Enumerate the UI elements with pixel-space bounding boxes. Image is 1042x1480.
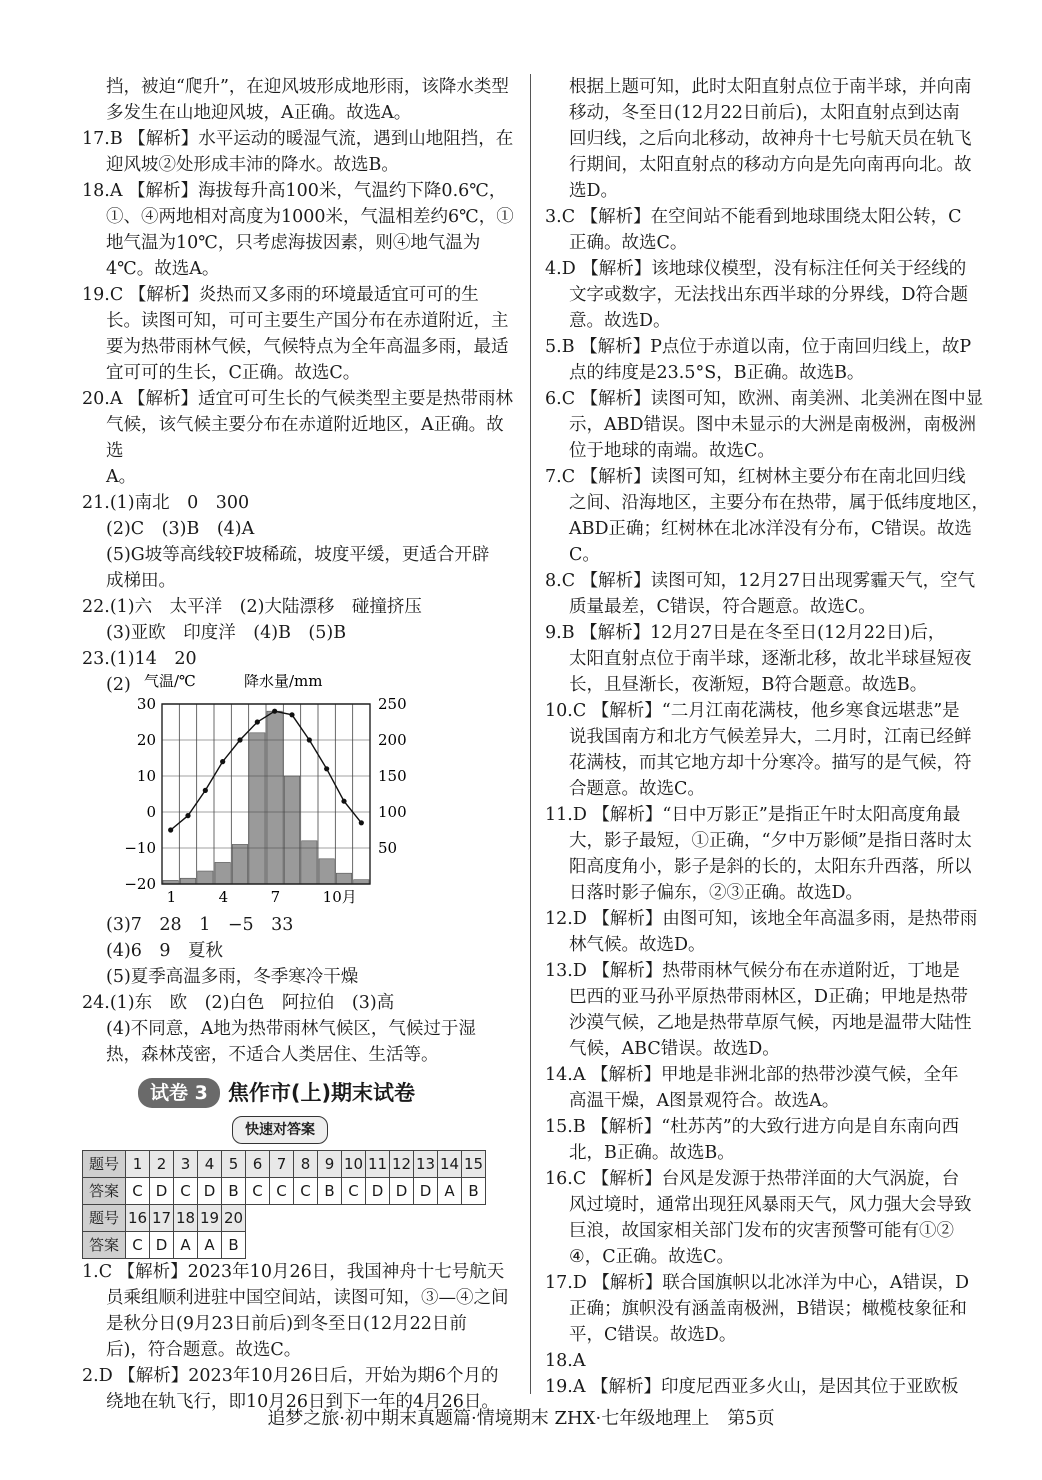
table-cell: 10: [342, 1151, 366, 1178]
answer-23: [82, 646, 514, 990]
line: 气候，该气候主要分布在赤道附近地区，A正确。故选: [106, 415, 504, 461]
temp-point: [289, 712, 294, 717]
table-cell: 19: [198, 1205, 222, 1232]
precip-bar: [284, 776, 299, 884]
line: 17.B 【解析】水平运动的暖湿气流，遇到山地阻挡，在: [82, 129, 514, 149]
answer-13: [545, 958, 995, 1062]
left-tick: −20: [124, 875, 156, 893]
table-cell: 4: [198, 1151, 222, 1178]
table-row: [83, 1205, 486, 1232]
line: 日落时影子偏东，②③正确。故选D。: [569, 883, 864, 903]
precip-bar: [336, 873, 351, 884]
answer-19: [82, 282, 514, 386]
table-cell: 18: [174, 1205, 198, 1232]
line: (5)G坡等高线较F坡稀疏，坡度平缓，更适合开辟: [106, 545, 490, 565]
table-cell: A: [174, 1232, 198, 1259]
line: 成梯田。: [106, 571, 176, 591]
answer-15: [545, 1114, 995, 1166]
answer-17: [82, 126, 514, 178]
line: (4)不同意，A地为热带雨林气候区，气候过于湿: [106, 1019, 476, 1039]
line: 巴西的亚马孙平原热带雨林区，D正确；甲地是热带: [569, 987, 969, 1007]
row-label: 答案: [83, 1178, 126, 1205]
line: 合题意。故选C。: [569, 779, 705, 799]
line: 北，B正确。故选B。: [569, 1143, 735, 1163]
line: 20.A 【解析】适宜可可生长的气候类型主要是热带雨林: [82, 389, 514, 409]
line: 热，森林茂密，不适合人类居住、生活等。: [106, 1045, 439, 1065]
temp-point: [237, 737, 242, 742]
left-tick: 0: [146, 803, 156, 821]
line: 4℃。故选A。: [106, 259, 220, 279]
table-cell: 7: [270, 1151, 294, 1178]
line: 员乘组顺利进驻中国空间站，读图可知，③—④之间: [106, 1288, 509, 1308]
line: 风过境时，通常出现狂风暴雨天气，风力强大会导致: [569, 1195, 972, 1215]
answer-24: [82, 990, 514, 1068]
line: 4.D 【解析】该地球仪模型，没有标注任何关于经线的: [545, 259, 967, 279]
section-title-text: 焦作市(上)期末试卷: [227, 1081, 416, 1105]
answer-1: [82, 1259, 514, 1363]
line: 3.C 【解析】在空间站不能看到地球围绕太阳公转，C: [545, 207, 962, 227]
climate-chart-wrap: [82, 672, 514, 912]
answer-18: [545, 1348, 995, 1374]
answer-19: [545, 1374, 995, 1400]
line: 9.B 【解析】12月27日是在冬至日(12月22日)后，: [545, 623, 946, 643]
answer-22: [82, 594, 514, 646]
line: (4)6 9 夏秋: [106, 941, 224, 961]
line: 移动，冬至日(12月22日前后)，太阳直射点到达南: [569, 103, 960, 123]
line: 根据上题可知，此时太阳直射点位于南半球，并向南: [569, 77, 972, 97]
answer-4: [545, 256, 995, 334]
right-column: [545, 74, 995, 1400]
row-label: 答案: [83, 1232, 126, 1259]
line: 林气候。故选D。: [569, 935, 706, 955]
line: 气候，ABC错误。故选D。: [569, 1039, 780, 1059]
right-tick: 250: [378, 695, 407, 713]
answer-12: [545, 906, 995, 958]
precip-bar: [250, 733, 265, 884]
line: (2)C (3)B (4)A: [106, 519, 255, 539]
line: 正确；旗帜没有涵盖南极洲，B错误；橄榄枝象征和: [569, 1299, 967, 1319]
line: 18.A 【解析】海拔每升高100米，气温约下降0.6℃，: [82, 181, 507, 201]
line: 7.C 【解析】读图可知，红树林主要分布在南北回归线: [545, 467, 966, 487]
temp-point: [185, 813, 190, 818]
temp-point: [324, 766, 329, 771]
line: 太阳直射点位于南半球，逐渐北移，故北半球昼短夜: [569, 649, 972, 669]
quick-answer-label: 快速对答案: [232, 1116, 328, 1144]
line: 10.C 【解析】“二月江南花满枝，他乡寒食远堪悲”是: [545, 701, 960, 721]
line: 8.C 【解析】读图可知，12月27日出现雾霾天气，空气: [545, 571, 976, 591]
line: 23.(1)14 20: [82, 649, 197, 669]
page-footer: 追梦之旅·初中期末真题篇·情境期末 ZHX·七年级地理上 第5页: [267, 1408, 775, 1429]
answer-17: [545, 1270, 995, 1348]
line: 21.(1)南北 0 300: [82, 493, 250, 513]
table-cell: 17: [150, 1205, 174, 1232]
precip-bar: [215, 862, 230, 884]
left-tick: 20: [136, 731, 156, 749]
table-cell: C: [294, 1178, 318, 1205]
left-tick: 30: [136, 695, 156, 713]
table-cell: 11: [366, 1151, 390, 1178]
climate-chart: [122, 674, 422, 910]
answer-21: [82, 490, 514, 594]
table-cell: 8: [294, 1151, 318, 1178]
answer-9: [545, 620, 995, 698]
row-label: 题号: [83, 1205, 126, 1232]
table-cell: C: [126, 1232, 150, 1259]
precip-bar: [319, 859, 334, 884]
plot-area: [124, 695, 406, 906]
table-cell: 2: [150, 1151, 174, 1178]
y-right-label: 降水量/mm: [244, 674, 323, 690]
answer-16: [545, 1166, 995, 1270]
answer-6: [545, 386, 995, 464]
table-cell: D: [198, 1178, 222, 1205]
right-tick: 200: [378, 731, 407, 749]
table-cell: 6: [246, 1151, 270, 1178]
table-cell: C: [270, 1178, 294, 1205]
line: 19.A 【解析】印度尼西亚多火山，是因其位于亚欧板: [545, 1377, 959, 1397]
precip-bar: [232, 844, 247, 884]
line: 文字或数字，无法找出东西半球的分界线，D符合题: [569, 285, 969, 305]
line: 18.A: [545, 1351, 586, 1371]
right-tick: 50: [378, 839, 398, 857]
line: 12.D 【解析】由图可知，该地全年高温多雨，是热带雨: [545, 909, 978, 929]
line: 17.D 【解析】联合国旗帜以北冰洋为中心，A错误，D: [545, 1273, 970, 1293]
line: 行期间，太阳直射点的移动方向是先向南再向北。故: [569, 155, 972, 175]
table-row: [83, 1178, 486, 1205]
table-cell: D: [150, 1178, 174, 1205]
line: 19.C 【解析】炎热而又多雨的环境最适宜可可的生: [82, 285, 479, 305]
temp-point: [307, 737, 312, 742]
line: 高温干燥，A图景观符合。故选A。: [569, 1091, 840, 1111]
line: 后)，符合题意。故选C。: [106, 1340, 302, 1360]
line: A。: [106, 467, 137, 487]
line: 是秋分日(9月23日前后)到冬至日(12月22日前: [106, 1314, 467, 1334]
table-cell: 13: [414, 1151, 438, 1178]
line: 迎风坡②处形成丰沛的降水。故选B。: [106, 155, 399, 175]
table-row: [83, 1232, 486, 1259]
line: 挡，被迫“爬升”，在迎风坡形成地形雨，该降水类型: [106, 77, 509, 97]
table-cell: D: [150, 1232, 174, 1259]
table-cell: 14: [438, 1151, 462, 1178]
line: 长。读图可知，可可主要生产国分布在赤道附近，主: [106, 311, 509, 331]
x-tick: 4: [218, 888, 229, 906]
table-cell: D: [390, 1178, 414, 1205]
line: 大，影子最短，①正确，“夕中万影倾”是指日落时太: [569, 831, 972, 851]
line: 平，C错误。故选D。: [569, 1325, 737, 1345]
left-tick: −10: [124, 839, 156, 857]
table-cell: C: [126, 1178, 150, 1205]
precip-bar: [302, 841, 317, 884]
answer-8: [545, 568, 995, 620]
line: 花满枝，而其它地方却十分寒冷。描写的是气候，符: [569, 753, 972, 773]
line: 地气温为10℃，只考虑海拔因素，则④地气温为: [106, 233, 481, 253]
line: 1.C 【解析】2023年10月26日，我国神舟十七号航天: [82, 1262, 505, 1282]
table-cell: 20: [222, 1205, 246, 1232]
table-cell: A: [438, 1178, 462, 1205]
table-cell: D: [414, 1178, 438, 1205]
line: 示，ABD错误。图中未显示的大洲是南极洲，南极洲: [569, 415, 977, 435]
left-tick: 10: [136, 767, 156, 785]
line: 回归线，之后向北移动，故神舟十七号航天员在轨飞: [569, 129, 972, 149]
answer-20: [82, 386, 514, 490]
table-cell: 9: [318, 1151, 342, 1178]
table-row: [83, 1151, 486, 1178]
temp-point: [168, 827, 173, 832]
temp-point: [255, 719, 260, 724]
para0: [82, 74, 514, 126]
table-cell: 3: [174, 1151, 198, 1178]
temp-point: [203, 788, 208, 793]
answer-5: [545, 334, 995, 386]
line: (5)夏季高温多雨，冬季寒冷干燥: [106, 967, 359, 987]
y-left-label: 气温/℃: [144, 674, 196, 690]
line: 11.D 【解析】“日中万影正”是指正午时太阳高度角最: [545, 805, 961, 825]
temp-point: [359, 820, 364, 825]
table-cell: 1: [126, 1151, 150, 1178]
line: 13.D 【解析】热带雨林气候分布在赤道附近，丁地是: [545, 961, 960, 981]
line: 多发生在山地迎风坡，A正确。故选A。: [106, 103, 412, 123]
section-title: [138, 1078, 514, 1108]
answer-11: [545, 802, 995, 906]
row-label: 题号: [83, 1151, 126, 1178]
line: 巨浪，故国家相关部门发布的灾害预警可能有①②: [569, 1221, 954, 1241]
line: 14.A 【解析】甲地是非洲北部的热带沙漠气候，全年: [545, 1065, 959, 1085]
table-cell: A: [198, 1232, 222, 1259]
precip-bar: [267, 711, 282, 884]
line: (3)7 28 1 −5 33: [106, 915, 294, 935]
line: 意。故选D。: [569, 311, 671, 331]
line: 2.D 【解析】2023年10月26日后，开始为期6个月的: [82, 1366, 499, 1386]
line: 6.C 【解析】读图可知，欧洲、南美洲、北美洲在图中显: [545, 389, 984, 409]
line: 长，且昼渐长，夜渐短，B符合题意。故选B。: [569, 675, 928, 695]
line: 5.B 【解析】P点位于赤道以南，位于南回归线上，故P: [545, 337, 972, 357]
line: 之间、沿海地区，主要分布在热带，属于低纬度地区，: [569, 493, 989, 513]
answer-18: [82, 178, 514, 282]
table-cell: B: [222, 1232, 246, 1259]
line: 质量最差，C错误，符合题意。故选C。: [569, 597, 876, 617]
column-divider: [530, 74, 531, 1394]
line: ①、④两地相对高度为1000米，气温相差约6℃，①: [106, 207, 514, 227]
line: 位于地球的南端。故选C。: [569, 441, 775, 461]
answer-table: [82, 1150, 486, 1259]
precip-bar: [198, 871, 213, 884]
table-cell: C: [342, 1178, 366, 1205]
right-tick: 100: [378, 803, 407, 821]
line: 正确。故选C。: [569, 233, 688, 253]
answer-7: [545, 464, 995, 568]
temp-point: [272, 709, 277, 714]
line: 点的纬度是23.5°S，B正确。故选B。: [569, 363, 865, 383]
table-cell: 12: [390, 1151, 414, 1178]
table-cell: 5: [222, 1151, 246, 1178]
line: ④，C正确。故选C。: [569, 1247, 734, 1267]
line: 15.B 【解析】“杜苏芮”的大致行进方向是自东南向西: [545, 1117, 960, 1137]
table-cell: C: [174, 1178, 198, 1205]
line: 24.(1)东 欧 (2)白色 阿拉伯 (3)高: [82, 993, 395, 1013]
table-cell: C: [246, 1178, 270, 1205]
answer-14: [545, 1062, 995, 1114]
line: ABD正确；红树林在北冰洋没有分布，C错误。故选C。: [569, 519, 972, 565]
right-tick: 150: [378, 767, 407, 785]
answer-10: [545, 698, 995, 802]
line: 阳高度角小，影子是斜的长的，太阳东升西落，所以: [569, 857, 972, 877]
x-tick: 1: [166, 888, 177, 906]
answer-3: [545, 204, 995, 256]
x-tick: 7: [270, 888, 281, 906]
line: 选D。: [569, 181, 619, 201]
line: (2): [106, 675, 131, 695]
line: 要为热带雨林气候，气候特点为全年高温多雨，最适: [106, 337, 509, 357]
table-cell: D: [366, 1178, 390, 1205]
line: 宜可可的生长，C正确。故选C。: [106, 363, 361, 383]
x-tick: 10月: [322, 888, 357, 906]
table-cell: B: [462, 1178, 486, 1205]
precip-bar: [180, 878, 195, 884]
line: 沙漠气候，乙地是热带草原气候，丙地是温带大陆性: [569, 1013, 972, 1033]
table-cell: B: [318, 1178, 342, 1205]
line: 绕地在轨飞行，即10月26日到下一年的4月26日。: [106, 1392, 499, 1412]
temp-point: [220, 759, 225, 764]
table-cell: 15: [462, 1151, 486, 1178]
continuation: [545, 74, 995, 204]
line: 16.C 【解析】台风是发源于热带洋面的大气涡旋，台: [545, 1169, 960, 1189]
line: (3)亚欧 印度洋 (4)B (5)B: [106, 623, 347, 643]
temp-point: [341, 799, 346, 804]
table-cell: B: [222, 1178, 246, 1205]
line: 说我国南方和北方气候差异大，二月时，江南已经鲜: [569, 727, 972, 747]
left-column: [82, 74, 514, 1415]
table-cell: 16: [126, 1205, 150, 1232]
line: 22.(1)六 太平洋 (2)大陆漂移 碰撞挤压: [82, 597, 422, 617]
section-badge: 试卷 3: [138, 1078, 220, 1108]
